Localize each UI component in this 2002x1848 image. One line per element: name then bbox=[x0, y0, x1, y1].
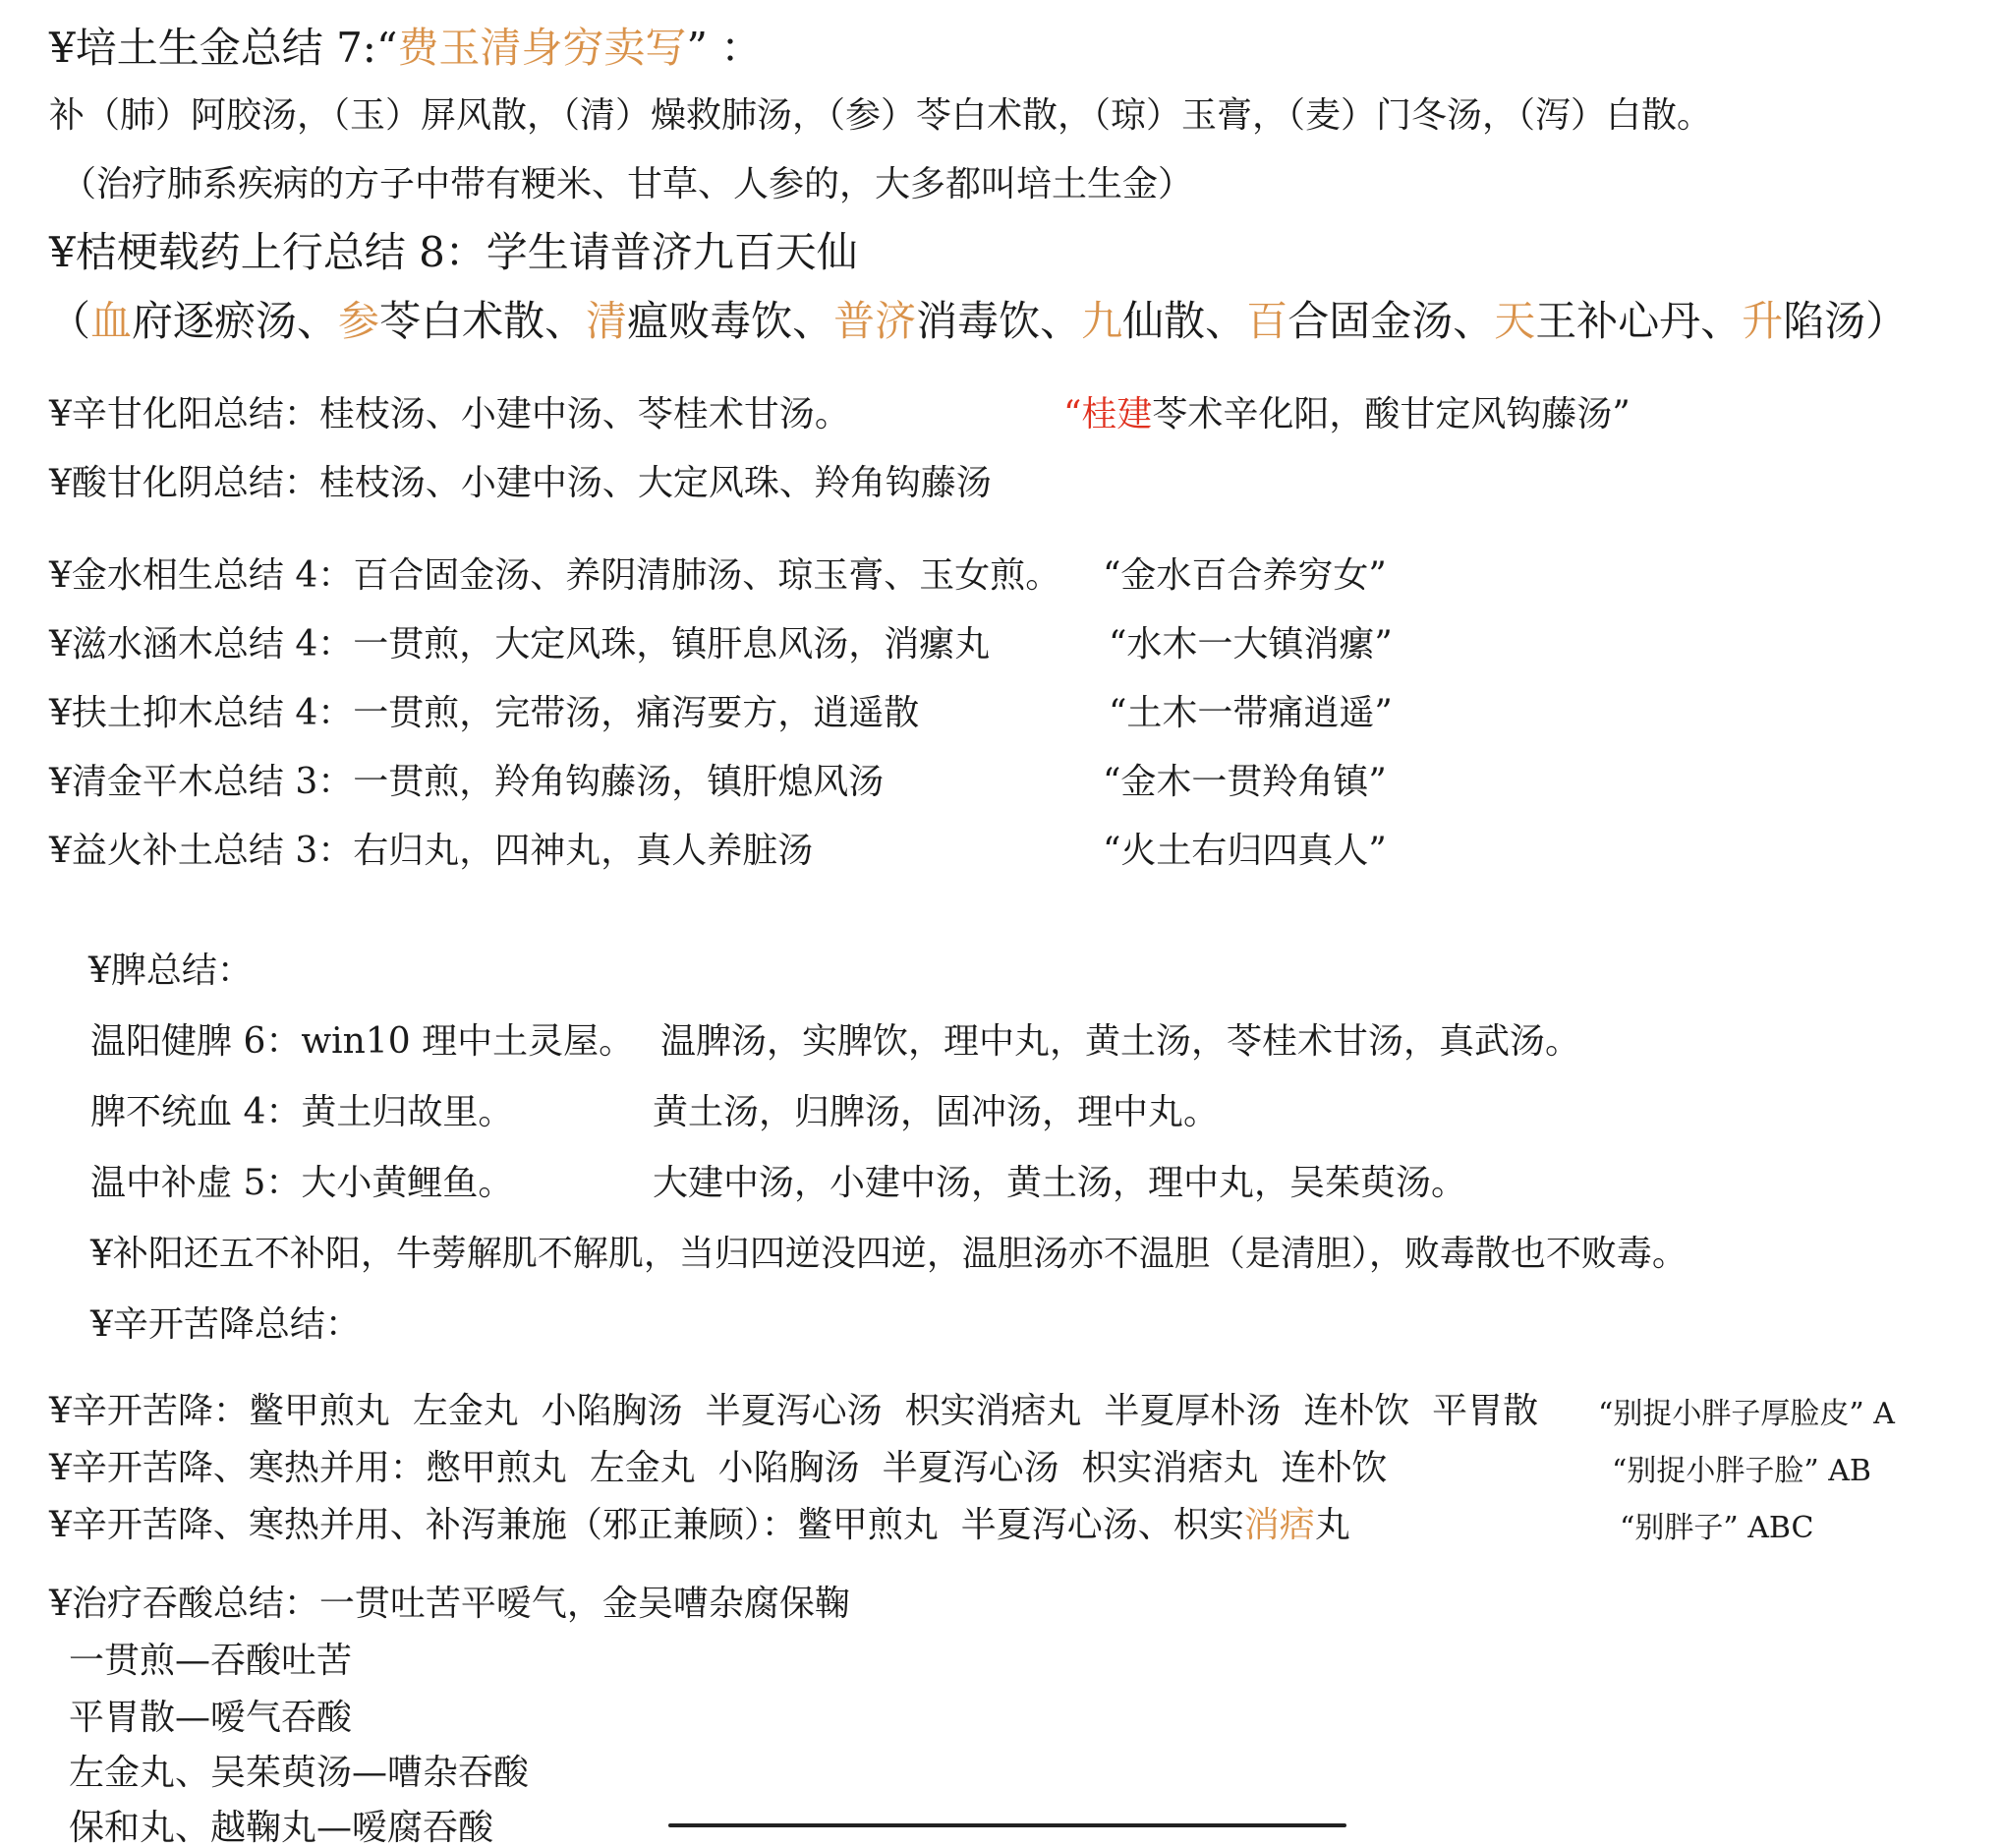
jiegeng-paren: （ bbox=[49, 297, 91, 345]
pi-row-right: 温脾汤，实脾饮，理中丸，黄土汤，苓桂术甘汤，真武汤。 bbox=[660, 1021, 1581, 1062]
wuxing-row-left: ¥清金平木总结 3：一贯煎，羚角钩藤汤，镇肝熄风汤 bbox=[49, 762, 885, 802]
xinkai-row-2-mnemonic: “别捉小胖子脸” AB bbox=[1612, 1454, 1871, 1488]
wuxing-row-mnemonic: “金水百合养穷女” bbox=[1103, 555, 1387, 596]
xinkai-row-1: ¥辛开苦降：鳖甲煎丸 左金丸 小陷胸汤 半夏泻心汤 枳实消痞丸 半夏厚朴汤 连朴饮 平胃散 bbox=[49, 1391, 1539, 1431]
jiegeng-rest-3: 瘟败毒饮、 bbox=[627, 297, 834, 345]
jiegeng-rest-5: 仙散、 bbox=[1122, 297, 1247, 345]
wuxing-row-mnemonic: “土木一带痛逍遥” bbox=[1109, 693, 1393, 733]
tunsuan-item: 平胃散—嗳气吞酸 bbox=[69, 1698, 353, 1738]
huayang-mnemonic bbox=[1063, 394, 1630, 434]
jiegeng-hl-2: 参 bbox=[338, 297, 380, 345]
jiegeng-hl-5: 九 bbox=[1081, 297, 1123, 345]
jiegeng-title: ¥桔梗载药上行总结 8：学生请普济九百天仙 bbox=[49, 228, 858, 276]
xinkai-row-3-text: ¥辛开苦降、寒热并用、补泻兼施（邪正兼顾）：鳖甲煎丸 半夏泻心汤、枳实 bbox=[49, 1505, 1244, 1545]
huayang-mnemonic-rest: 苓术辛化阳，酸甘定风钩藤汤” bbox=[1152, 394, 1630, 434]
xingan-huayang: ¥辛甘化阳总结：桂枝汤、小建中汤、苓桂术甘汤。 bbox=[49, 394, 850, 434]
paradox-note: ¥补阳还五不补阳，牛蒡解肌不解肌，当归四逆没四逆，温胆汤亦不温胆（是清胆），败毒散也不败毒。 bbox=[90, 1234, 1687, 1274]
wuxing-row-left: ¥滋水涵木总结 4：一贯煎，大定风珠，镇肝息风汤，消瘰丸 bbox=[49, 624, 991, 664]
jiegeng-hl-8: 升 bbox=[1742, 297, 1784, 345]
tunsuan-title: ¥治疗吞酸总结：一贯吐苦平嗳气，金吴嘈杂腐保鞠 bbox=[49, 1584, 850, 1624]
jiegeng-rest-4: 消毒饮、 bbox=[916, 297, 1082, 345]
tunsuan-item: 一贯煎—吞酸吐苦 bbox=[69, 1641, 353, 1681]
jiegeng-rest-8: 陷汤） bbox=[1783, 297, 1908, 345]
pi-title: ¥脾总结： bbox=[88, 951, 253, 991]
xinkai-kujiang-title: ¥辛开苦降总结： bbox=[90, 1304, 361, 1345]
wuxing-row-mnemonic: “水木一大镇消瘰” bbox=[1109, 624, 1393, 664]
pi-row-left: 温中补虚 5：大小黄鲤鱼。 bbox=[90, 1163, 514, 1203]
jiegeng-rest-7: 王补心丹、 bbox=[1535, 297, 1743, 345]
wuxing-row-left: ¥金水相生总结 4：百合固金汤、养阴清肺汤、琼玉膏、玉女煎。 bbox=[49, 555, 1061, 596]
peitu-title bbox=[49, 24, 763, 72]
jiegeng-rest-2: 苓白术散、 bbox=[379, 297, 587, 345]
suangan-huayin: ¥酸甘化阴总结：桂枝汤、小建中汤、大定风珠、羚角钩藤汤 bbox=[49, 463, 992, 503]
jiegeng-hl-7: 天 bbox=[1494, 297, 1536, 345]
wuxing-row-left: ¥扶土抑木总结 4：一贯煎，完带汤，痛泻要方，逍遥散 bbox=[49, 693, 920, 733]
bottom-divider bbox=[668, 1823, 1346, 1827]
jiegeng-formula-list bbox=[49, 297, 1908, 345]
peitu-note: （治疗肺系疾病的方子中带有粳米、甘草、人参的，大多都叫培土生金） bbox=[61, 164, 1194, 204]
jiegeng-hl-3: 清 bbox=[586, 297, 628, 345]
tunsuan-item: 左金丸、吴茱萸汤—嘈杂吞酸 bbox=[69, 1753, 530, 1793]
xinkai-row-3-suffix: 丸 bbox=[1314, 1505, 1350, 1545]
xinkai-row-3 bbox=[49, 1505, 1350, 1545]
xinkai-row-3-mnemonic: “别胖子” ABC bbox=[1620, 1511, 1814, 1545]
peitu-title-prefix: ¥培土生金总结 7:“ bbox=[49, 24, 398, 72]
tunsuan-item: 保和丸、越鞠丸—嗳腐吞酸 bbox=[69, 1808, 494, 1848]
xinkai-row-1-mnemonic: “别捉小胖子厚脸皮” A bbox=[1598, 1397, 1895, 1431]
jiegeng-hl-1: 血 bbox=[90, 297, 133, 345]
wuxing-row-mnemonic: “火土右归四真人” bbox=[1103, 831, 1387, 871]
pi-row-left: 脾不统血 4：黄土归故里。 bbox=[90, 1092, 514, 1132]
jiegeng-rest-1: 府逐瘀汤、 bbox=[132, 297, 339, 345]
peitu-mnemonic: 费玉清身穷卖写 bbox=[397, 24, 687, 72]
pi-row-right: 黄土汤，归脾汤，固冲汤，理中丸。 bbox=[653, 1092, 1220, 1132]
jiegeng-rest-6: 合固金汤、 bbox=[1287, 297, 1495, 345]
jiegeng-hl-6: 百 bbox=[1246, 297, 1288, 345]
peitu-title-suffix: ” ： bbox=[686, 24, 763, 72]
xinkai-row-2: ¥辛开苦降、寒热并用：憋甲煎丸 左金丸 小陷胸汤 半夏泻心汤 枳实消痞丸 连朴饮 bbox=[49, 1448, 1388, 1488]
wuxing-row-mnemonic: “金木一贯羚角镇” bbox=[1103, 762, 1387, 802]
huayang-mnemonic-red: “桂建 bbox=[1063, 394, 1153, 434]
pi-row-left: 温阳健脾 6：win10 理中土灵屋。 bbox=[90, 1021, 635, 1062]
pi-row-right: 大建中汤，小建中汤，黄土汤，理中丸，吴茱萸汤。 bbox=[653, 1163, 1467, 1203]
xinkai-row-3-highlight: 消痞 bbox=[1243, 1505, 1315, 1545]
peitu-formula-list: 补（肺）阿胶汤，（玉）屏风散，（清）燥救肺汤，（参）苓白术散，（琼）玉膏，（麦）门冬汤，（泻）白散。 bbox=[49, 95, 1713, 136]
jiegeng-hl-4: 普济 bbox=[833, 297, 917, 345]
wuxing-row-left: ¥益火补土总结 3：右归丸，四神丸，真人养脏汤 bbox=[49, 831, 814, 871]
